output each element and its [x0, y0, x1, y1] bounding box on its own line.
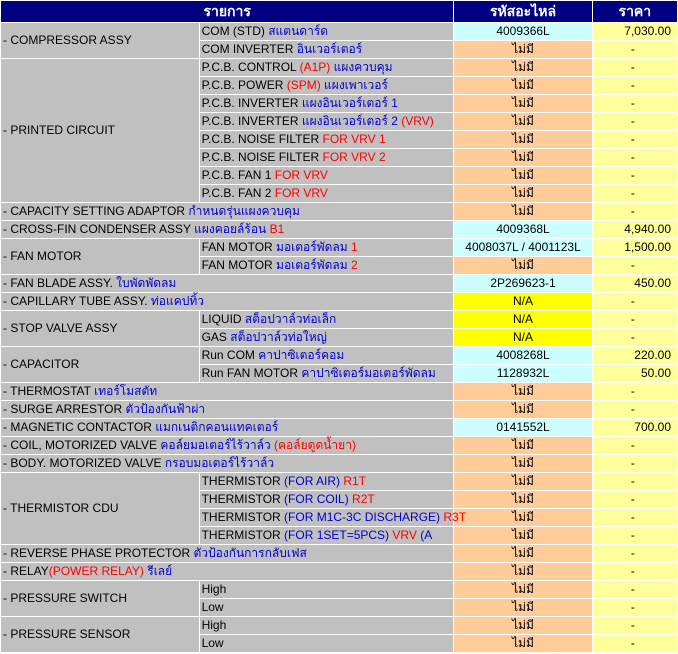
table-row [1, 401, 677, 418]
sub-item-tag: R3T [443, 510, 467, 524]
item-name: - PRESSURE SWITCH [3, 591, 128, 605]
part-code-cell: ไม่มี [454, 563, 591, 580]
item-thai: แผงคอยล์ร้อน [194, 222, 270, 236]
sub-item-cell [200, 473, 454, 490]
sub-item-name: P.C.B. FAN 2 [201, 186, 275, 200]
table-row [1, 545, 677, 562]
sub-item-cell [200, 599, 454, 616]
part-code-cell: ไม่มี [454, 113, 591, 130]
item-name: - CAPILLARY TUBE ASSY. [3, 294, 151, 308]
item-thai: ท่อแคปทิ้ว [150, 294, 205, 308]
part-code-cell: 2P269623-1 [454, 275, 591, 292]
price-cell: - [593, 401, 677, 418]
sub-item-name: THERMISTOR [201, 492, 285, 506]
item-name-cell [1, 419, 453, 436]
price-cell: 450.00 [593, 275, 677, 292]
item-thai: ตัวป้องกันฟ้าผ่า [125, 402, 206, 416]
sub-item-name: COM (STD) [201, 24, 269, 38]
price-cell: 4,940.00 [593, 221, 677, 238]
sub-item-note: (FOR AIR) [284, 474, 344, 488]
price-cell: - [593, 203, 677, 220]
sub-item-name: THERMISTOR [201, 510, 285, 524]
sub-item-tag: VRV [392, 528, 417, 542]
item-name-cell [1, 563, 453, 580]
item-name-cell [1, 545, 453, 562]
item-name-cell [1, 239, 199, 274]
part-code-cell: ไม่มี [454, 59, 591, 76]
part-code-cell: 4008268L [454, 347, 591, 364]
sub-item-name: P.C.B. INVERTER [201, 114, 302, 128]
table-row [1, 563, 677, 580]
table-row [1, 473, 677, 490]
sub-item-thai: สแตนดาร์ด [268, 24, 329, 38]
item-name-cell [1, 23, 199, 58]
sub-item-name: P.C.B. CONTROL [201, 60, 300, 74]
sub-item-name: P.C.B. FAN 1 [201, 168, 275, 182]
part-code-cell: ไม่มี [454, 491, 591, 508]
part-code-cell: ไม่มี [454, 257, 591, 274]
item-name-cell [1, 311, 199, 346]
price-cell: - [593, 167, 677, 184]
table-row [1, 455, 677, 472]
price-cell: - [593, 41, 677, 58]
sub-item-tag: R2T [352, 492, 375, 506]
sub-item-name: FAN MOTOR [201, 240, 277, 254]
part-code-cell: ไม่มี [454, 473, 591, 490]
price-cell: - [593, 527, 677, 544]
table-row [1, 23, 677, 40]
part-code-cell: ไม่มี [454, 617, 591, 634]
sub-item-cell [200, 491, 454, 508]
price-cell: - [593, 131, 677, 148]
part-code-cell: ไม่มี [454, 95, 591, 112]
sub-item-tag: (SPM) [286, 78, 321, 92]
sub-item-tag: (VRV) [401, 114, 434, 128]
price-cell: - [593, 509, 677, 526]
sub-item-name: Low [201, 636, 224, 650]
header-item: รายการ [1, 1, 453, 22]
table-row [1, 383, 677, 400]
item-name-cell [1, 293, 453, 310]
item-name: - THERMISTOR CDU [3, 501, 119, 515]
sub-item-name: LIQUID [201, 312, 245, 326]
header-code: รหัสอะไหล่ [454, 1, 591, 22]
sub-item-thai: คาปาซิเตอร์มอเตอร์พัดลม [301, 366, 436, 380]
sub-item-tag: 2 [351, 258, 358, 272]
item-name-cell [1, 455, 453, 472]
item-name: - RELAY [3, 564, 49, 578]
table-row [1, 581, 677, 598]
sub-item-cell [200, 329, 454, 346]
sub-item-name: High [201, 618, 227, 632]
sub-item-cell [200, 41, 454, 58]
sub-item-name: Run COM [201, 348, 259, 362]
sub-item-tag: 1 [351, 240, 358, 254]
sub-item-name: High [201, 582, 227, 596]
sub-item-tag: (A1P) [299, 60, 331, 74]
sub-item-cell [200, 185, 454, 202]
item-name: - BODY. MOTORIZED VALVE [3, 456, 165, 470]
part-code-cell: N/A [454, 329, 591, 346]
part-code-cell: ไม่มี [454, 41, 591, 58]
price-cell: - [593, 77, 677, 94]
sub-item-thai: แผงเพาเวอร์ [320, 78, 388, 92]
sub-item-name: P.C.B. NOISE FILTER [201, 132, 323, 146]
item-name-cell [1, 275, 453, 292]
part-code-cell: 4009366L [454, 23, 591, 40]
sub-item-note: (FOR 1SET=5PCS) [284, 528, 393, 542]
price-cell: - [593, 635, 677, 652]
price-cell: - [593, 383, 677, 400]
item-name-cell [1, 581, 199, 616]
item-name: - COIL, MOTORIZED VALVE [3, 438, 161, 452]
item-tag: (คอล์ยดูดน้ำยา) [274, 438, 356, 452]
part-code-cell: ไม่มี [454, 635, 591, 652]
price-cell: - [593, 149, 677, 166]
part-code-cell: ไม่มี [454, 383, 591, 400]
item-name: - CAPACITOR [3, 357, 80, 371]
table-row [1, 293, 677, 310]
sub-item-thai: อินเวอร์เตอร์ [296, 42, 363, 56]
item-thai: กรอบมอเตอร์ไร้วาล์ว [164, 456, 275, 470]
price-cell: 1,500.00 [593, 239, 677, 256]
sub-item-cell [200, 635, 454, 652]
sub-item-cell [200, 257, 454, 274]
part-code-cell: ไม่มี [454, 437, 591, 454]
sub-item-tag: FOR VRV [274, 186, 328, 200]
price-cell: - [593, 329, 677, 346]
item-name: - COMPRESSOR ASSY [3, 33, 132, 47]
item-name: - STOP VALVE ASSY [3, 321, 118, 335]
item-name-cell [1, 59, 199, 202]
item-name: - FAN MOTOR [3, 249, 82, 263]
item-thai: ใบพัดพัดลม [116, 276, 177, 290]
part-code-cell: ไม่มี [454, 455, 591, 472]
part-code-cell: ไม่มี [454, 509, 591, 526]
sub-item-cell [200, 23, 454, 40]
sub-item-name: FAN MOTOR [201, 258, 277, 272]
sub-item-thai: สต็อปวาล์วท่อใหญ่ [230, 330, 327, 344]
sub-item-tag: FOR VRV 2 [322, 150, 386, 164]
sub-item-cell [200, 167, 454, 184]
price-cell: - [593, 473, 677, 490]
sub-item-name: GAS [201, 330, 231, 344]
part-code-cell: ไม่มี [454, 527, 591, 544]
sub-item-name: Low [201, 600, 224, 614]
sub-item-tag: R1T [343, 474, 367, 488]
part-code-cell: ไม่มี [454, 185, 591, 202]
price-cell: - [593, 581, 677, 598]
price-cell: - [593, 95, 677, 112]
sub-item-cell [200, 311, 454, 328]
sub-item-cell [200, 149, 454, 166]
table-row [1, 239, 677, 256]
price-cell: - [593, 437, 677, 454]
sub-item-name: THERMISTOR [201, 528, 285, 542]
item-thai: เทอร์โมสตัท [94, 384, 158, 398]
sub-item-name: P.C.B. INVERTER [201, 96, 302, 110]
sub-item-cell [200, 113, 454, 130]
sub-item-cell [200, 617, 454, 634]
table-row [1, 347, 677, 364]
price-cell: 7,030.00 [593, 23, 677, 40]
part-code-cell: ไม่มี [454, 131, 591, 148]
sub-item-cell [200, 77, 454, 94]
item-name-cell [1, 437, 453, 454]
item-name-cell [1, 203, 453, 220]
price-cell: 220.00 [593, 347, 677, 364]
item-thai: ตัวป้องกันการกลับเฟส [193, 546, 307, 560]
header-price: ราคา [593, 1, 677, 22]
item-name: - CROSS-FIN CONDENSER ASSY [3, 222, 195, 236]
item-name: - PRESSURE SENSOR [3, 627, 131, 641]
part-code-cell: ไม่มี [454, 149, 591, 166]
sub-item-thai: สต็อปวาล์วท่อเล็ก [244, 312, 337, 326]
sub-item-cell [200, 95, 454, 112]
item-name-cell [1, 383, 453, 400]
item-tag: (POWER RELAY) [48, 564, 144, 578]
part-code-cell: ไม่มี [454, 581, 591, 598]
item-name: - CAPACITY SETTING ADAPTOR [3, 204, 189, 218]
part-code-cell: ไม่มี [454, 203, 591, 220]
sub-item-tag: FOR VRV 1 [322, 132, 386, 146]
part-code-cell: 4009368L [454, 221, 591, 238]
sub-item-thai: แผงอินเวอร์เตอร์ 2 [301, 114, 402, 128]
item-name: - THERMOSTAT [3, 384, 95, 398]
item-name-cell [1, 401, 453, 418]
table-row [1, 203, 677, 220]
item-thai: รีเลย์ [143, 564, 173, 578]
item-name: - PRINTED CIRCUIT [3, 123, 115, 137]
part-code-cell: ไม่มี [454, 599, 591, 616]
sub-item-cell [200, 581, 454, 598]
sub-item-thai: คาปาซิเตอร์คอม [258, 348, 345, 362]
sub-item-thai: มอเตอร์พัดลม [276, 240, 351, 254]
item-name-cell [1, 221, 453, 238]
sub-item-note: (FOR M1C-3C DISCHARGE) [284, 510, 444, 524]
sub-item-thai: มอเตอร์พัดลม [276, 258, 351, 272]
price-cell: - [593, 311, 677, 328]
item-thai: แมกเนติกคอนแทคเตอร์ [155, 420, 279, 434]
header-row [1, 1, 677, 22]
part-code-cell: ไม่มี [454, 401, 591, 418]
table-row [1, 59, 677, 76]
table-row [1, 311, 677, 328]
part-code-cell: 0141552L [454, 419, 591, 436]
sub-item-cell [200, 347, 454, 364]
price-cell: - [593, 545, 677, 562]
sub-item-tail: (A [416, 528, 433, 542]
sub-item-cell [200, 509, 467, 526]
table-row [1, 221, 677, 238]
price-cell: - [593, 617, 677, 634]
item-name-cell [1, 617, 199, 652]
sub-item-name: P.C.B. NOISE FILTER [201, 150, 323, 164]
item-name: - SURGE ARRESTOR [3, 402, 126, 416]
sub-item-tag: FOR VRV [274, 168, 328, 182]
price-cell: 700.00 [593, 419, 677, 436]
item-tag: B1 [269, 222, 285, 236]
item-name-cell [1, 473, 199, 544]
price-cell: - [593, 491, 677, 508]
price-cell: - [593, 113, 677, 130]
table-row [1, 617, 677, 634]
sub-item-cell [200, 527, 454, 544]
item-thai: คอล์ยมอเตอร์ไร้วาล์ว [160, 438, 275, 452]
sub-item-cell [200, 239, 454, 256]
price-cell: - [593, 257, 677, 274]
price-cell: - [593, 59, 677, 76]
sub-item-thai: แผงอินเวอร์เตอร์ 1 [301, 96, 398, 110]
part-code-cell: N/A [454, 293, 591, 310]
table-row [1, 275, 677, 292]
table-row [1, 419, 677, 436]
item-name-cell [1, 347, 199, 382]
part-code-cell: 4008037L / 4001123L [454, 239, 591, 256]
price-cell: - [593, 599, 677, 616]
sub-item-name: Run FAN MOTOR [201, 366, 302, 380]
sub-item-name: THERMISTOR [201, 474, 285, 488]
sub-item-thai: แผงควบคุม [330, 60, 393, 74]
part-code-cell: ไม่มี [454, 545, 591, 562]
sub-item-name: P.C.B. POWER [201, 78, 287, 92]
sub-item-note: (FOR COIL) [284, 492, 353, 506]
sub-item-name: COM INVERTER [201, 42, 297, 56]
price-cell: - [593, 293, 677, 310]
part-code-cell: N/A [454, 311, 591, 328]
price-cell: - [593, 563, 677, 580]
part-code-cell: ไม่มี [454, 167, 591, 184]
price-cell: - [593, 185, 677, 202]
item-name: - MAGNETIC CONTACTOR [3, 420, 156, 434]
sub-item-cell [200, 131, 454, 148]
item-name: - REVERSE PHASE PROTECTOR [3, 546, 194, 560]
parts-table-body [1, 23, 677, 652]
sub-item-cell [200, 59, 454, 76]
item-thai: กำหนดรุ่นแผงควบคุม [188, 204, 300, 218]
item-name: - FAN BLADE ASSY. [3, 276, 117, 290]
price-cell: - [593, 455, 677, 472]
price-cell: 50.00 [593, 365, 677, 382]
part-code-cell: 1128932L [454, 365, 591, 382]
part-code-cell: ไม่มี [454, 77, 591, 94]
table-row [1, 437, 677, 454]
sub-item-cell [200, 365, 454, 382]
